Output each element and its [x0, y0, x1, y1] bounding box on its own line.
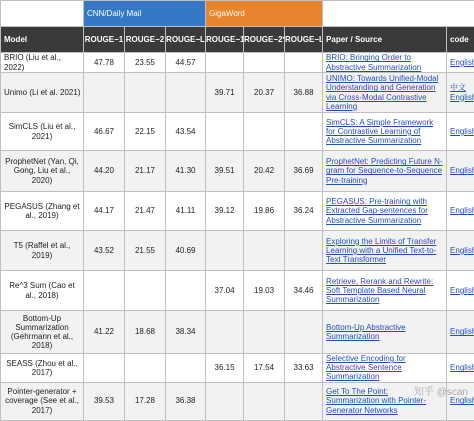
giga-rouge1: 39.51 — [206, 151, 244, 192]
giga-rougel: 34.46 — [285, 271, 323, 311]
paper-link[interactable]: Retrieve, Rerank and Rewrite: Soft Template Based Neural Summarization — [326, 277, 433, 304]
cnn-rougel: 38.34 — [166, 311, 206, 354]
code-cell — [447, 113, 474, 151]
group-blank — [1, 1, 84, 27]
cnn-rougel: 41.30 — [166, 151, 206, 192]
table-row — [1, 53, 474, 73]
giga-rouge1 — [206, 53, 244, 73]
giga-rouge2: 20.37 — [244, 73, 285, 113]
table-row — [1, 354, 474, 383]
paper-cell — [323, 192, 447, 231]
cnn-rouge2: 21.17 — [125, 151, 166, 192]
giga-rougel — [285, 113, 323, 151]
cnn-rouge1: 43.52 — [84, 231, 125, 271]
cnn-rouge1 — [84, 271, 125, 311]
giga-rouge2 — [244, 113, 285, 151]
model-name: T5 (Raffel et al., 2019) — [1, 231, 84, 271]
column-header-row — [1, 27, 474, 53]
col-model: Model — [1, 27, 84, 53]
giga-rouge2: 19.86 — [244, 192, 285, 231]
cnn-rouge1: 46.67 — [84, 113, 125, 151]
code-link[interactable]: English — [450, 286, 474, 295]
giga-rouge1: 37.04 — [206, 271, 244, 311]
cnn-rougel — [166, 73, 206, 113]
table-row — [1, 151, 474, 192]
col-code: code — [447, 27, 474, 53]
giga-rougel — [285, 382, 323, 420]
paper-cell — [323, 231, 447, 271]
paper-link[interactable]: PEGASUS: Pre-training with Extracted Gap-sentences for Abstractive Summarization — [326, 197, 428, 224]
giga-rougel — [285, 231, 323, 271]
cnn-rouge2 — [125, 271, 166, 311]
col-giga-rougel: ROUGE−L — [285, 27, 323, 53]
cnn-rouge1: 39.53 — [84, 382, 125, 420]
giga-rougel — [285, 311, 323, 354]
code-link[interactable]: 中文 English — [450, 83, 474, 101]
table-row — [1, 113, 474, 151]
paper-cell — [323, 53, 447, 73]
cnn-rouge2: 21.47 — [125, 192, 166, 231]
giga-rouge1: 36.15 — [206, 354, 244, 383]
group-cnn-dailymail: CNN/Daily Mail — [84, 1, 206, 27]
col-giga-rouge1: ROUGE−1 — [206, 27, 244, 53]
giga-rouge1: 39.12 — [206, 192, 244, 231]
cnn-rouge1 — [84, 354, 125, 383]
model-name: ProphetNet (Yan, Qi, Gong, Liu et al., 2020) — [1, 151, 84, 192]
col-cnn-rouge2: ROUGE−2 — [125, 27, 166, 53]
cnn-rouge1: 44.20 — [84, 151, 125, 192]
code-cell — [447, 354, 474, 383]
code-cell — [447, 231, 474, 271]
giga-rouge2 — [244, 311, 285, 354]
cnn-rouge2: 21.55 — [125, 231, 166, 271]
code-cell — [447, 271, 474, 311]
model-name: BRIO (Liu et al., 2022) — [1, 53, 84, 73]
table-row — [1, 311, 474, 354]
paper-link[interactable]: Bottom-Up Abstractive Summarization — [326, 323, 406, 341]
code-link[interactable]: English — [450, 246, 474, 255]
paper-link[interactable]: UNIMO: Towards Unified-Modal Understanding and Generation via Cross-Modal Contrastive Learning — [326, 74, 438, 111]
cnn-rouge2: 18.68 — [125, 311, 166, 354]
code-link[interactable]: English — [450, 166, 474, 175]
code-cell — [447, 73, 474, 113]
paper-cell — [323, 271, 447, 311]
cnn-rougel: 41.11 — [166, 192, 206, 231]
col-cnn-rouge1: ROUGE−1 — [84, 27, 125, 53]
giga-rouge1 — [206, 113, 244, 151]
giga-rougel — [285, 53, 323, 73]
table-row — [1, 192, 474, 231]
paper-cell — [323, 73, 447, 113]
giga-rouge2: 19.03 — [244, 271, 285, 311]
giga-rouge1 — [206, 231, 244, 271]
code-cell — [447, 151, 474, 192]
paper-link[interactable]: SimCLS: A Simple Framework for Contrastive Learning of Abstractive Summarization — [326, 118, 433, 145]
cnn-rouge2: 22.15 — [125, 113, 166, 151]
code-link[interactable]: English — [450, 206, 474, 215]
table-row — [1, 231, 474, 271]
cnn-rougel: 36.38 — [166, 382, 206, 420]
table-row — [1, 73, 474, 113]
code-link[interactable]: English — [450, 363, 474, 372]
model-name: SimCLS (Liu et al., 2021) — [1, 113, 84, 151]
cnn-rouge2 — [125, 73, 166, 113]
giga-rougel: 36.69 — [285, 151, 323, 192]
giga-rouge2: 20.42 — [244, 151, 285, 192]
code-cell — [447, 192, 474, 231]
model-name: Pointer-generator + coverage (See et al., 2017) — [1, 382, 84, 420]
code-link[interactable]: English — [450, 396, 474, 405]
table-row — [1, 382, 474, 420]
giga-rougel: 33.63 — [285, 354, 323, 383]
giga-rouge2 — [244, 231, 285, 271]
watermark: 知乎 @scan — [414, 383, 468, 398]
cnn-rougel: 44.57 — [166, 53, 206, 73]
paper-cell — [323, 151, 447, 192]
code-link[interactable]: English — [450, 58, 474, 67]
paper-link[interactable]: ProphetNet: Predicting Future N-gram for Sequence-to-Sequence Pre-training — [326, 157, 443, 184]
model-name: PEGASUS (Zhang et al., 2019) — [1, 192, 84, 231]
paper-link[interactable]: Get To The Point: Summarization with Pointer-Generator Networks — [326, 387, 426, 414]
paper-cell — [323, 311, 447, 354]
cnn-rougel: 40.69 — [166, 231, 206, 271]
code-cell — [447, 53, 474, 73]
cnn-rouge1: 47.78 — [84, 53, 125, 73]
group-blank-right — [323, 1, 474, 27]
group-header-row — [1, 1, 474, 27]
code-cell — [447, 311, 474, 354]
cnn-rouge2: 17.28 — [125, 382, 166, 420]
giga-rouge2: 17.54 — [244, 354, 285, 383]
cnn-rouge1: 44.17 — [84, 192, 125, 231]
paper-link[interactable]: Exploring the Limits of Transfer Learning with a Unified Text-to-Text Transformer — [326, 237, 436, 264]
cnn-rouge2: 23.55 — [125, 53, 166, 73]
giga-rouge1: 39.71 — [206, 73, 244, 113]
col-paper: Paper / Source — [323, 27, 447, 53]
model-name: Re^3 Sum (Cao et al., 2018) — [1, 271, 84, 311]
paper-cell — [323, 354, 447, 383]
giga-rougel: 36.24 — [285, 192, 323, 231]
giga-rouge1 — [206, 311, 244, 354]
model-name: SEASS (Zhou et al., 2017) — [1, 354, 84, 383]
code-link[interactable]: English — [450, 127, 474, 136]
code-link[interactable]: English — [450, 327, 474, 336]
col-giga-rouge2: ROUGE−2* — [244, 27, 285, 53]
model-name: Bottom-Up Summarization (Gehrmann et al., 2018) — [1, 311, 84, 354]
cnn-rouge1 — [84, 73, 125, 113]
paper-cell — [323, 113, 447, 151]
giga-rouge2 — [244, 53, 285, 73]
group-gigaword: GigaWord — [206, 1, 323, 27]
cnn-rouge2 — [125, 354, 166, 383]
cnn-rouge1: 41.22 — [84, 311, 125, 354]
paper-link[interactable]: Selective Encoding for Abstractive Sentence Summarization — [326, 354, 406, 381]
giga-rouge2 — [244, 382, 285, 420]
model-name: Unimo (Li et al. 2021) — [1, 73, 84, 113]
table-row — [1, 271, 474, 311]
cnn-rougel — [166, 354, 206, 383]
giga-rouge1 — [206, 382, 244, 420]
col-cnn-rougel: ROUGE−L — [166, 27, 206, 53]
giga-rougel: 36.88 — [285, 73, 323, 113]
cnn-rougel: 43.54 — [166, 113, 206, 151]
cnn-rougel — [166, 271, 206, 311]
paper-link[interactable]: BRIO: Bringing Order to Abstractive Summarization — [326, 53, 421, 71]
